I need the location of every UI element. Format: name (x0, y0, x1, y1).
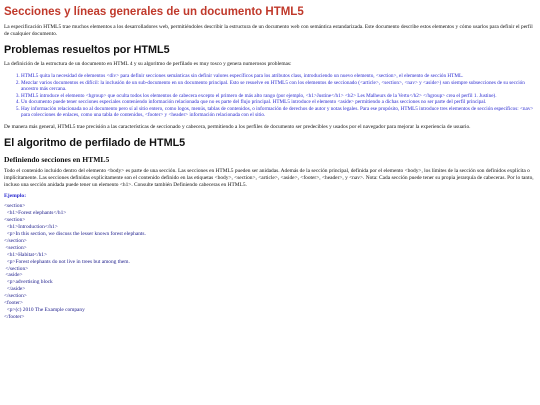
algorithm-heading: El algoritmo de perfilado de HTML5 (4, 137, 186, 150)
problems-list (4, 73, 534, 118)
sections-subheading: Definiendo secciones en HTML5 (4, 155, 110, 165)
example-label: Ejemplo: (4, 193, 27, 200)
problems-lead: La definición de la estructura de un documento en HTML 4 y su algoritmo de perfilado es muy tosco y genera numerosos problemas: (4, 61, 292, 68)
list-item: 4. Un documento puede tener secciones especiales conteniendo información relacionada que no es parte del flujo principal. HTML5 introduce el elemento <aside> permitiendo a dichas secciones no ser parte del perfil principal. (21, 99, 534, 105)
list-item: 1. HTML5 quita la necesidad de elementos <div> para definir secciones semánticas sin definir valores específicos para los atributos class, introduciendo un nuevo elemento, <section>, el elemento de sección HTML. (21, 73, 534, 79)
page-title: Secciones y líneas generales de un documento HTML5 (4, 6, 304, 18)
list-item: 2. Mezclar varios documentos es difícil: la inclusión de un sub-documento en un documento principal. Esto se resuelve en HTML5 con los elementos de seccionado (<article>, <section>, <nav> y <aside>) son siempre subsecciones de su sección ancestro más cercana. (21, 80, 534, 92)
code-example: <section> <h1>Forest elephants</h1> <section> <h1>Introduction</h1> <p>In this section, we discuss the lesser known forest elephants. </section> <section> <h1>Habitat</h1> <p>Forest elephants do not live in trees but among them. </section> <aside> <p>advertising block </aside> </section> <footer> <p>(c) 2010 The Example company </footer> (4, 203, 146, 320)
problems-heading: Problemas resueltos por HTML5 (4, 44, 170, 57)
sections-paragraph: Todo el contenido incluido dentro del elemento <body> es parte de una sección. Las secciones en HTML5 pueden ser anidadas. Además de la sección principal, definida por el elemento <body>, los límites de la sección son definidos explícita o implícitamente. Las secciones definidas explícitamente son el contenido definido en las etiquetas <body>, <section>, <article>, <aside>, <footer>, <header>, y <nav>. Nota: Cada sección puede tener su propia jerarquía de cabeceras. Por lo tanto, incluso una sección anidada puede tener un elemento <h1>. Consulte también Definiendo cabeceras en HTML5. (4, 168, 534, 188)
list-item: 5. Hay información relacionada no al documento pero sí al sitio entero, como logos, menús, tablas de contenidos, o información de derechos de autor y notas legales. Para ese propósito, HTML5 introduce tres elementos de sección específicos: <nav> para colecciones de enlaces, como una tabla de contenidos, <footer> y <header> información relacionada con el sitio. (21, 106, 534, 118)
problems-closing: De manera más general, HTML5 trae precisión a las características de seccionado y cabecera, permitiendo a los perfiles de documento ser predecibles y usados por el navegador para mejorar la experiencia de usuario. (4, 123, 471, 130)
list-item: 3. HTML5 introduce el elemento <hgroup> que oculta todos los elementos de cabecera excepto el primero de más alto rango (por ejemplo, <h1>Justine</h1> <h2> Les Malheurs de la Vertu</h2> </hgroup> crea el perfil 1. Justine). (21, 93, 534, 99)
intro-paragraph: La especificación HTML5 trae muchos elementos a los desarrolladores web, permitiéndoles describir la estructura de un documento web con semántica estandarizada. Este documento describe estos elementos y cómo usarlos para definir el perfil de cualquier documento. (4, 24, 533, 37)
